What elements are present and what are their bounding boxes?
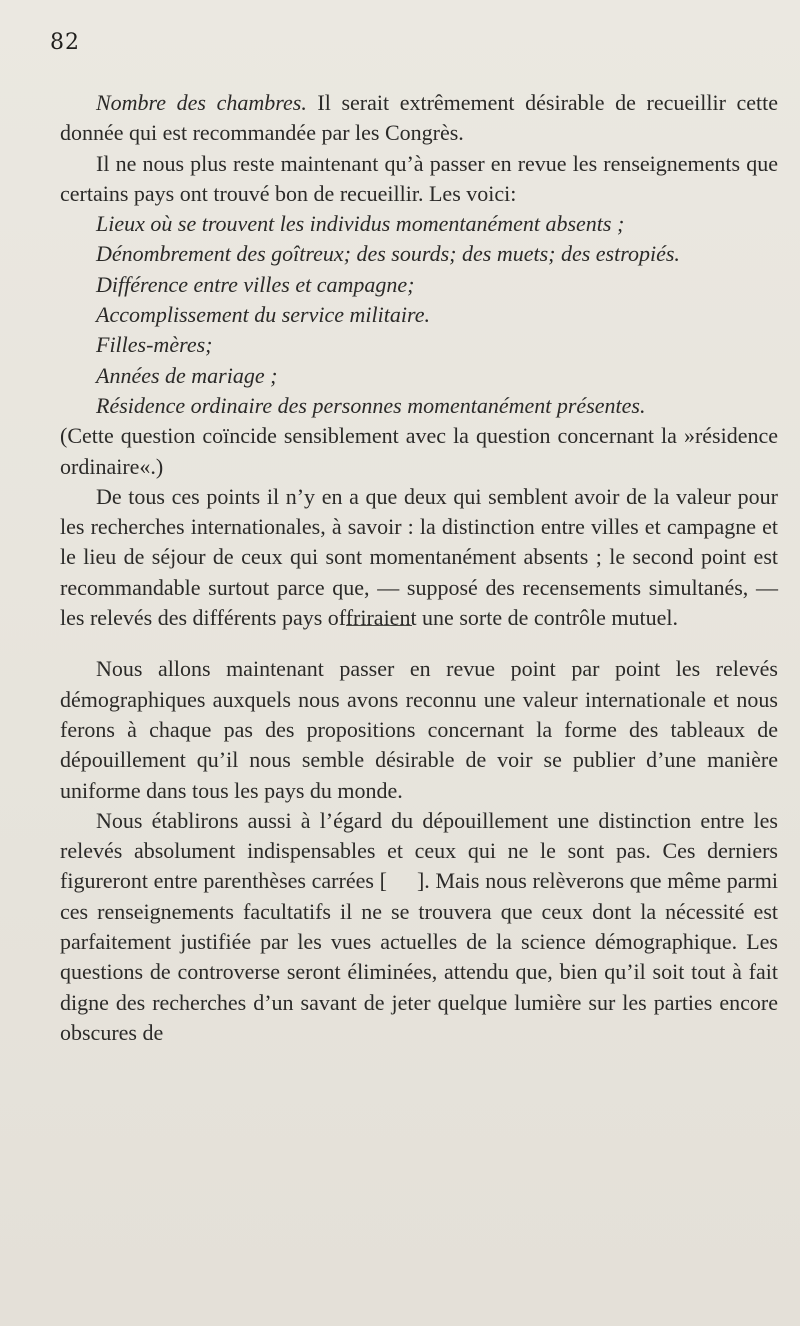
- body-text: [60, 88, 778, 1048]
- paragraph-rooms: [60, 88, 778, 149]
- rooms-text: Il serait extrêmement désirable de recueillir cette donnée qui est recommandée par les Congrès.: [60, 90, 779, 146]
- bracket-open: [: [379, 868, 387, 894]
- distinction-text-b: Mais nous relèverons que même parmi ces renseignements facultatifs il ne se trouvera que ceux dont la nécessité est parfaitement justifiée par les vues actuelles de la science démographique. Les questions de controverse seront éliminées, attendu que, bien qu’il soit tout à fait digne des recherches d’un savant de jeter quelque lumière sur les parties encore obscures de: [60, 868, 779, 1045]
- list-item-ordinary-residence: Résidence ordinaire des personnes momentanément présentes.: [96, 392, 646, 418]
- paragraph-review-plan: Nous allons maintenant passer en revue point par point les relevés démographiques auxquels nous avons reconnu une valeur internationale et nous ferons à chaque pas des propositions concernant la forme des tableaux de dépouillement qu’il nous semble désirable de voir se publier d’une manière uniforme dans tous les pays du monde.: [60, 656, 778, 803]
- list-item-military-service: Accomplissement du service militaire.: [96, 302, 430, 328]
- distinction-text-a: Nous établirons aussi à l’égard du dépouillement une distinction entre les relevés absolument indispensables et ceux qui ne le sont pas. Ces derniers figureront entre parenthèses carrées: [60, 807, 778, 894]
- bracket-close: ].: [416, 868, 430, 894]
- list-item-absent-locations: Lieux où se trouvent les individus momentanément absents ;: [96, 211, 625, 237]
- paragraph-intro-list: Il ne nous plus reste maintenant qu’à passer en revue les renseignements que certains pays ont trouvé bon de recueillir. Les voici:: [60, 150, 778, 206]
- rooms-heading: Nombre des chambres.: [96, 90, 307, 115]
- paragraph-distinction: [60, 806, 778, 1048]
- paragraph-residence-note: (Cette question coïncide sensiblement avec la question concernant la »résidence ordinaire«.): [60, 423, 778, 479]
- list-item-marriage-years: Années de mariage ;: [96, 362, 278, 388]
- page-number: 82: [50, 30, 80, 55]
- list-item-single-mothers: Filles-mères;: [96, 332, 213, 358]
- paragraph-two-points: De tous ces points il n’y en a que deux qui semblent avoir de la valeur pour les recherches internationales, à savoir : la distinction entre villes et campagne et le lieu de séjour de ceux qui sont momentanément absents ; le second point est recommandable surtout parce que, — supposé des recensements simultanés, — les relevés des différents pays offriraient une sorte de contrôle mutuel.: [60, 483, 778, 631]
- list-item-town-country: Différence entre villes et campagne;: [96, 271, 415, 297]
- list-item-disabilities: Dénombrement des goîtreux; des sourds; des muets; des estropiés.: [96, 241, 680, 267]
